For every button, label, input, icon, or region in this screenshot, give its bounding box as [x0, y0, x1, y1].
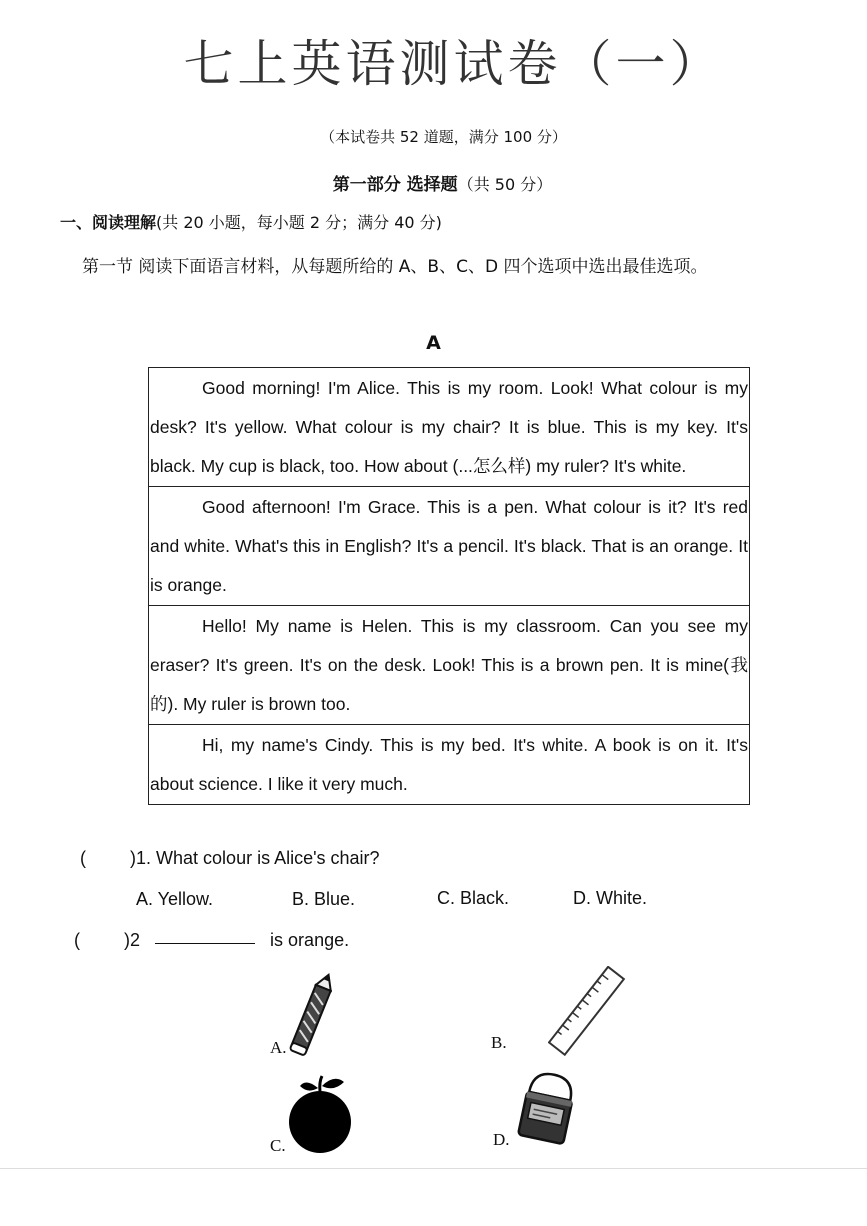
q2-option-d-label[interactable]: D.	[493, 1130, 510, 1149]
passage-table	[148, 367, 750, 805]
section-title: 一、阅读理解	[60, 213, 157, 232]
question-text: What colour is Alice's chair?	[156, 848, 380, 868]
answer-blank[interactable]	[155, 943, 255, 944]
section-heading	[60, 210, 442, 233]
pencil-icon	[288, 972, 338, 1060]
q2-option-b-label[interactable]: B.	[491, 1033, 507, 1052]
question-2	[74, 930, 349, 951]
q1-option-b[interactable]: B. Blue.	[292, 889, 356, 909]
page-title: 七上英语测试卷（一）	[183, 35, 724, 93]
question-number: 2	[130, 930, 141, 950]
question-number: 1.	[136, 848, 152, 868]
passage-alice: Good morning! I'm Alice. This is my room. Look! What colour is my desk? It's yellow. What colour is my chair? It is blue. This is my key. It's black. My cup is black, too. How about (...怎么样) my ruler? It's white.	[149, 368, 749, 487]
question-1	[80, 848, 380, 869]
part-score: （共 50 分）	[457, 175, 553, 194]
part-title: 第一部分 选择题	[332, 175, 458, 195]
q1-option-d[interactable]: D. White.	[573, 888, 648, 908]
answer-paren-close: )	[124, 930, 130, 950]
q2-option-a-label[interactable]: A.	[270, 1038, 287, 1057]
q1-option-a[interactable]: A. Yellow.	[136, 889, 214, 909]
exam-note: （本试卷共 52 道题，满分 100 分）	[320, 128, 567, 146]
section-detail: (共 20 小题，每小题 2 分；满分 40 分)	[156, 213, 442, 232]
orange-icon	[286, 1072, 356, 1154]
passage-label: A	[426, 332, 441, 354]
part-heading	[0, 170, 867, 195]
eraser-icon	[512, 1066, 582, 1152]
q1-option-c[interactable]: C. Black.	[437, 888, 510, 908]
question-text: is orange.	[270, 930, 350, 950]
passage-grace: Good afternoon! I'm Grace. This is a pen. What colour is it? It's red and white. What's this in English? It's a pencil. It's black. That is an orange. It is orange.	[149, 487, 749, 606]
answer-paren-open: (	[74, 930, 80, 950]
passage-cindy: Hi, my name's Cindy. This is my bed. It's white. A book is on it. It's about science. I like it very much.	[150, 735, 748, 794]
passage-helen: Hello! My name is Helen. This is my classroom. Can you see my eraser? It's green. It's on the desk. Look! This is a brown pen. It is mine(我的). My ruler is brown too.	[149, 606, 749, 725]
answer-paren-open: (	[80, 848, 86, 868]
page-bottom-rule	[0, 1168, 867, 1169]
answer-paren-close: )	[130, 848, 136, 868]
q2-option-c-label[interactable]: C.	[270, 1136, 286, 1155]
ruler-icon	[548, 966, 628, 1058]
section-intro: 第一节 阅读下面语言材料，从每题所给的 A、B、C、D 四个选项中选出最佳选项。	[82, 257, 708, 277]
